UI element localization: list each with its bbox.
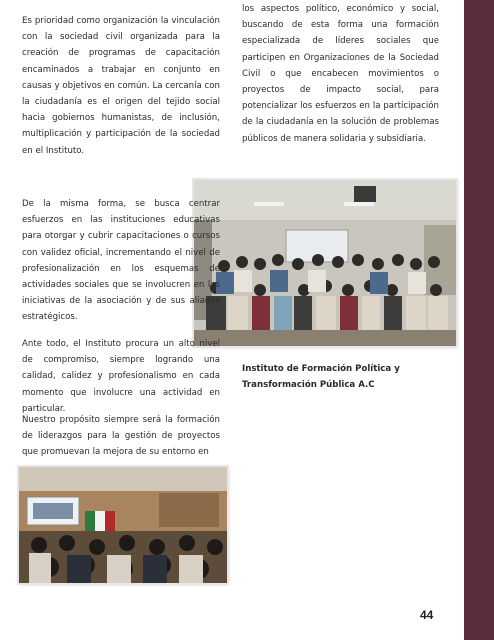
- event-photo: [19, 467, 227, 583]
- group-photo: [194, 180, 456, 346]
- left-paragraph-1: Es prioridad como organización la vinculación con la sociedad civil organizada para la creación de programas de capacitación encaminados a trabajar en conjunto en causas y objetivos en común. La cercanía con la ciudadanía es el origen del tejido social hacia gobiernos humanistas, de inclusión, multiplicación y participación de la sociedad en el Instituto.: [22, 16, 220, 156]
- left-paragraph-4: Nuestro propósito siempre será la formación de liderazgos para la gestión de proyectos que promuevan la mejora de su entorno en: [22, 415, 220, 458]
- photo-caption: Instituto de Formación Política y Transformación Pública A.C: [242, 364, 400, 390]
- page-number: 44: [420, 608, 434, 622]
- decorative-sidebar: [464, 0, 494, 640]
- left-paragraph-2: De la misma forma, se busca centrar esfuerzos en las instituciones educativas para otorgar y cubrir capacitaciones o cursos con validez oficial, incrementando el nivel de profesionalización en los esquemas de actividades sociales que se involucren en las iniciativas de la asociación y de sus aliados estratégicos.: [22, 199, 220, 323]
- right-paragraph-1: los aspectos político, económico y social, buscando de esta forma una formación especializada de líderes sociales que participen en Organizaciones de la Sociedad Civil o que encabecen movimientos o proyectos de impacto social, para potencializar los esfuerzos en la participación de la ciudadanía en la solución de problemas públicos de manera solidaria y subsidiaria.: [242, 4, 439, 144]
- left-paragraph-3: Ante todo, el Instituto procura un alto nivel de compromiso, siempre logrando una calidad, calidez y profesionalismo en cada momento que involucre una actividad en particular.: [22, 339, 220, 414]
